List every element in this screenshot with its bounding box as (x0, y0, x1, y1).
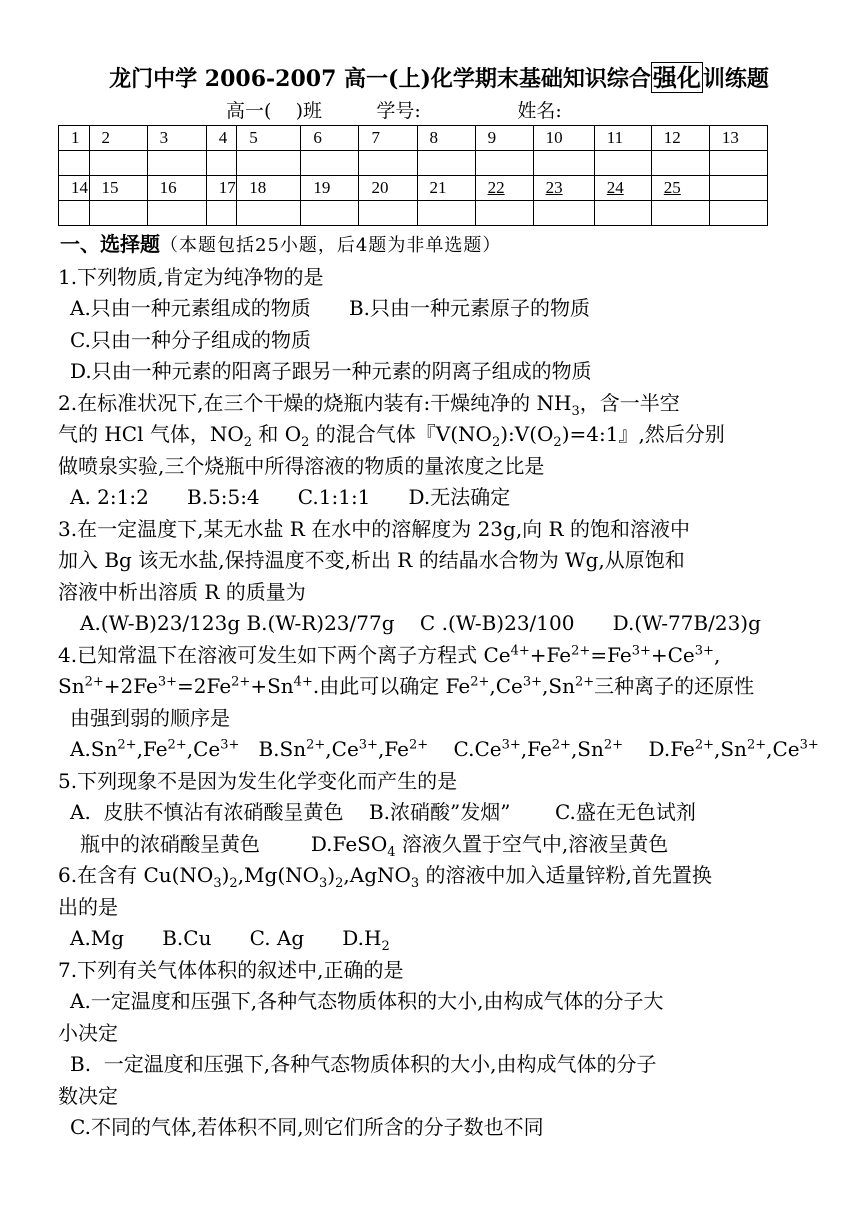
student-info-line (226, 99, 810, 125)
class-label: 高一( )班 (226, 100, 322, 122)
answer-cell[interactable] (147, 151, 206, 176)
question-text: 瓶中的浓硝酸呈黄色 D.FeSO (80, 831, 388, 856)
question-text: 和 O (252, 422, 302, 446)
student-id-label: 学号: (376, 100, 421, 122)
question-text: ,AgNO (343, 863, 411, 887)
question-text: Sn (58, 674, 85, 698)
question-text: 4.已知常温下在溶液可发生如下两个离子方程式 Ce (58, 642, 511, 667)
answer-number-cell: 23 (533, 176, 594, 201)
question-text: ) (327, 863, 336, 887)
answer-number-cell: 18 (237, 176, 301, 201)
answer-number-cell: 7 (359, 126, 417, 151)
answer-number-cell: 2 (89, 126, 147, 151)
answer-cell[interactable] (59, 201, 90, 226)
answer-grid (58, 125, 768, 226)
question-text: 气的 HCl 气体，NO (58, 422, 244, 446)
question-stem: 2.在标准状况下,在三个干燥的烧瓶内装有:干燥纯净的 $NH_3$，含一半空 (58, 390, 680, 419)
answer-number-row (59, 126, 768, 151)
answer-cell[interactable] (651, 151, 709, 176)
option-a: A.只由一种元素组成的物质 (70, 296, 311, 320)
option-b: B. 一定温度和压强下,各种气态物质体积的大小,由构成气体的分子 (70, 1052, 657, 1076)
question-options: A.(W-B)23/123g B.(W-R)23/77g C .(W-B)23/100 D.(W-77B/23)g (80, 611, 761, 635)
answer-number-cell: 6 (301, 126, 359, 151)
section-heading (58, 229, 810, 262)
question-list (58, 229, 819, 1144)
question-stem: 1.下列物质,肯定为纯净物的是 (58, 264, 324, 289)
question-text: 由强到弱的顺序是 (70, 705, 230, 730)
answer-cell[interactable] (594, 151, 651, 176)
answer-number-cell: 8 (417, 126, 475, 151)
option-a-cont: 小决定 (58, 1020, 118, 1045)
question-text: $Sn^{2+}+2Fe^{3+}=2Fe^{2+}+Sn^{4+}$.由此可以确定 $Fe^{2+},Ce^{3+},Sn^{2+}$三种离子的还原性 (58, 674, 755, 698)
question-text: 加入 Bg 该无水盐,保持温度不变,析出 R 的结晶水合物为 Wg,从原饱和 (58, 548, 685, 572)
title-text: 龙门中学 2006-2007 高一(上)化学期末基础知识综合 (109, 66, 651, 92)
question-text: .由此可以确定 Fe (312, 674, 471, 698)
question-stem: 5.下列现象不是因为发生化学变化而产生的是 (58, 768, 458, 793)
answer-number-cell: 24 (594, 176, 651, 201)
answer-number-cell: 4 (206, 126, 237, 151)
question-text: 6.在含有 Cu(NO (58, 863, 214, 887)
question-text: 出的是 (58, 894, 118, 919)
answer-cell[interactable] (359, 201, 417, 226)
page-title (68, 58, 810, 99)
answer-cell[interactable] (475, 151, 533, 176)
question-options: $A.Sn^{2+},Fe^{2+},Ce^{3+}$ $B.Sn^{2+},Ce^{3+},Fe^{2+}$ $C.Ce^{3+},Fe^{2+},Sn^{2+}$ $D.Fe^{2+},Sn^{2+},Ce^{3+}$ (70, 737, 819, 761)
question-stem: 7.下列有关气体体积的叙述中,正确的是 (58, 957, 404, 982)
answer-number-cell: 10 (533, 126, 594, 151)
question-text: 2.在标准状况下,在三个干燥的烧瓶内装有:干燥纯净的 NH (58, 390, 572, 415)
answer-cell[interactable] (206, 151, 237, 176)
question-text: 做喷泉实验,三个烧瓶中所得溶液的物质的量浓度之比是 (58, 453, 545, 478)
answer-cell[interactable] (417, 201, 475, 226)
exam-page (58, 58, 819, 1144)
answer-number-cell: 25 (651, 176, 709, 201)
option-d: D.只由一种元素的阳离子跟另一种元素的阴离子组成的物质 (70, 359, 592, 383)
answer-cell[interactable] (709, 151, 767, 176)
option-b-cont: 数决定 (58, 1083, 118, 1108)
answer-cell[interactable] (237, 201, 301, 226)
answer-number-cell: 14 (59, 176, 90, 201)
answer-number-cell: 13 (709, 126, 767, 151)
answer-number-cell: 9 (475, 126, 533, 151)
answer-blank-row (59, 151, 768, 176)
section-note: （本题包括25小题，后4题为非单选题） (160, 235, 502, 256)
answer-cell[interactable] (533, 201, 594, 226)
question-stem: 3.在一定温度下,某无水盐 R 在水中的溶解度为 23g,向 R 的饱和溶液中 (58, 516, 690, 541)
answer-number-cell: 12 (651, 126, 709, 151)
question-options: A. 皮肤不慎沾有浓硝酸呈黄色 B.浓硝酸”发烟” C.盛在无色试剂 (70, 800, 696, 824)
answer-cell[interactable] (301, 151, 359, 176)
question-options: A.Mg B.Cu C. Ag $D.H_2$ (70, 926, 390, 954)
question-text: ，含一半空 (579, 390, 680, 415)
answer-cell[interactable] (89, 201, 147, 226)
answer-cell[interactable] (301, 201, 359, 226)
option-c: C.只由一种分子组成的物质 (70, 327, 311, 352)
question-options: A. 2:1:2 B.5:5:4 C.1:1:1 D.无法确定 (70, 485, 511, 509)
question-text: ):V(O (500, 422, 554, 446)
answer-cell[interactable] (417, 151, 475, 176)
question-text: )=4:1』,然后分别 (561, 422, 725, 446)
option-b: B.只由一种元素原子的物质 (348, 296, 591, 320)
title-boxed-text: 强化 (652, 63, 701, 92)
answer-cell[interactable] (651, 201, 709, 226)
question-text: ,Mg(NO (237, 863, 320, 887)
answer-number-cell: 11 (594, 126, 651, 151)
answer-cell[interactable] (533, 151, 594, 176)
answer-number-cell (709, 176, 767, 201)
title-suffix: 训练题 (702, 66, 769, 92)
answer-number-cell: 20 (359, 176, 417, 201)
answer-number-cell: 19 (301, 176, 359, 201)
answer-cell[interactable] (359, 151, 417, 176)
question-text: 溶液久置于空气中,溶液呈黄色 (395, 831, 669, 856)
answer-blank-row (59, 201, 768, 226)
question-text: ) (221, 863, 230, 887)
question-stem: 6.在含有 $Cu(NO_3)_2,Mg(NO_3)_2,AgNO_3$ 的溶液中加入适量锌粉,首先置换 (58, 863, 712, 891)
answer-number-cell: 5 (237, 126, 301, 151)
question-text: A.Mg B.Cu C. Ag D.H (70, 926, 382, 950)
answer-cell[interactable] (89, 151, 147, 176)
answer-cell[interactable] (475, 201, 533, 226)
answer-cell[interactable] (594, 201, 651, 226)
question-text: 气的 HCl 气体，$NO_2$ 和 $O_2$ 的混合气体『$V(NO_2):V(O_2)=4:1$』,然后分别 (58, 422, 725, 450)
answer-cell[interactable] (709, 201, 767, 226)
answer-number-cell: 17 (206, 176, 237, 201)
answer-cell[interactable] (237, 151, 301, 176)
answer-number-cell: 16 (147, 176, 206, 201)
question-text: 的混合气体『V(NO (309, 422, 492, 446)
section-title: 一、选择题 (60, 232, 160, 256)
answer-cell[interactable] (206, 201, 237, 226)
answer-number-cell: 22 (475, 176, 533, 201)
student-name-label: 姓名: (517, 100, 562, 122)
option-c: C.不同的气体,若体积不同,则它们所含的分子数也不同 (70, 1115, 544, 1139)
answer-number-row (59, 176, 768, 201)
question-text: 的溶液中加入适量锌粉,首先置换 (419, 863, 712, 887)
question-options (58, 293, 810, 325)
answer-number-cell: 15 (89, 176, 147, 201)
answer-number-cell: 21 (417, 176, 475, 201)
answer-cell[interactable] (59, 151, 90, 176)
option-a: A.一定温度和压强下,各种气态物质体积的大小,由构成气体的分子大 (70, 989, 664, 1013)
question-text: 溶液中析出溶质 R 的质量为 (58, 579, 306, 604)
question-stem: 4.已知常温下在溶液可发生如下两个离子方程式 $Ce^{4+}+Fe^{2+}=Fe^{3+}+Ce^{3+}$, (58, 642, 721, 667)
question-options: 瓶中的浓硝酸呈黄色 D.FeSO$_4$ 溶液久置于空气中,溶液呈黄色 (80, 831, 669, 860)
answer-cell[interactable] (147, 201, 206, 226)
answer-number-cell: 3 (147, 126, 206, 151)
answer-number-cell: 1 (59, 126, 90, 151)
